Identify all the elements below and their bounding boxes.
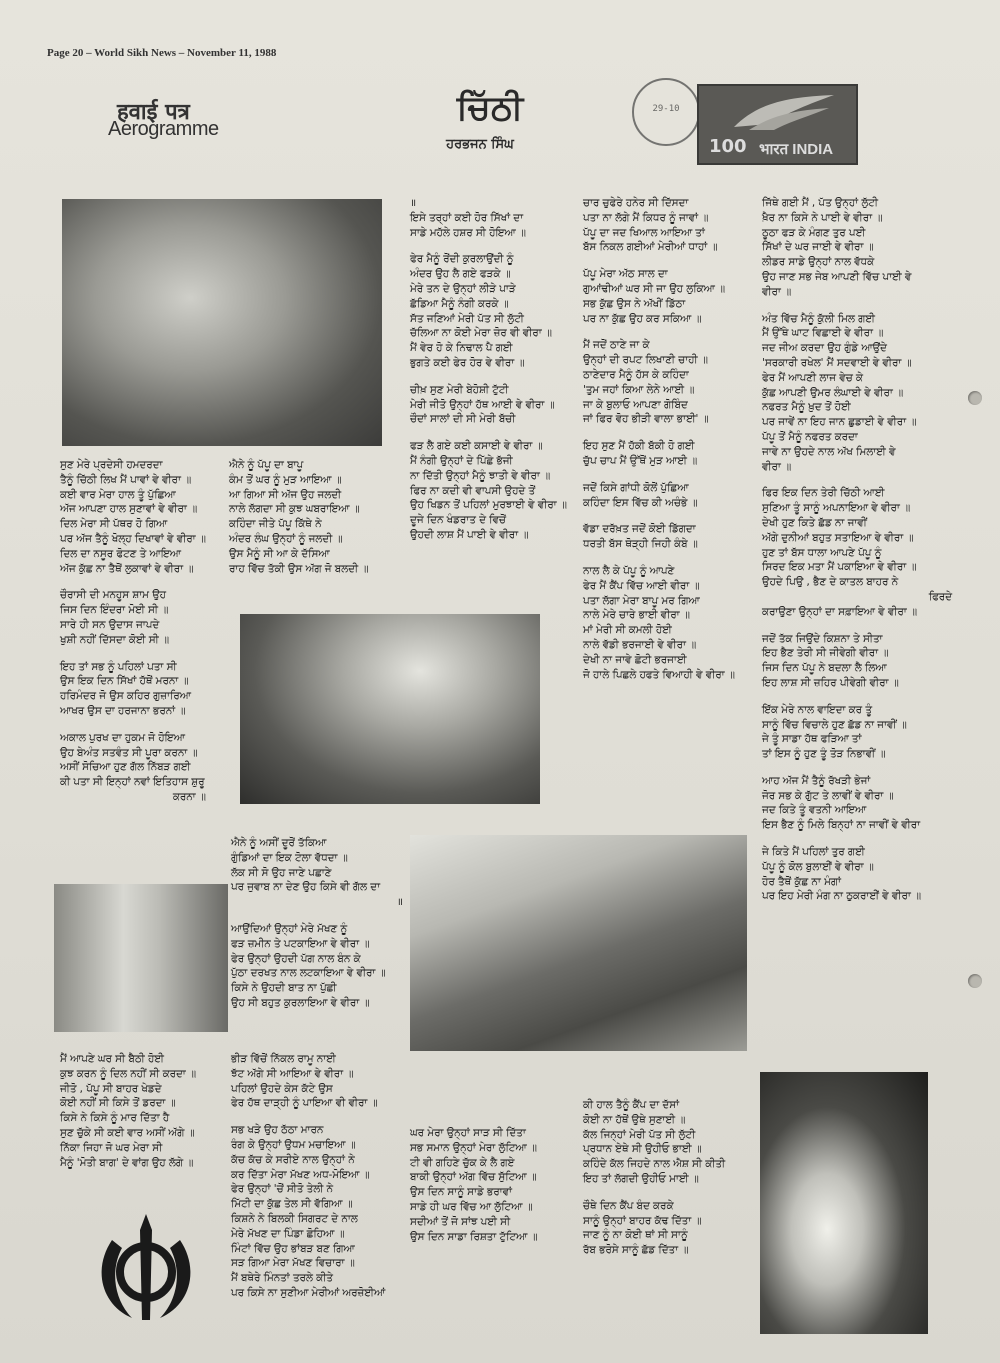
poem-line: ਲੀਡਰ ਸਾਡੇ ਉਨ੍ਹਾਂ ਨਾਲ ਵੱਧਕੇ: [762, 256, 875, 269]
poem-column-mid-upper: [410, 196, 567, 555]
poem-line: ਇਸੇ ਤਰ੍ਹਾਂ ਕਈ ਹੋਰ ਸਿੱਖਾਂ ਦਾ: [410, 211, 524, 224]
poem-stanza: [583, 1199, 725, 1258]
poem-line: ਇਹ ਤਾਂ ਸਭ ਨੂੰ ਪਹਿਲਾਂ ਪਤਾ ਸੀ: [60, 660, 177, 673]
poem-line: ਮਿੰਟਾਂ ਵਿੱਚ ਉਹ ਭਾਂਬੜ ਬਣ ਗਿਆ: [231, 1242, 355, 1255]
poem-line: ਉਹਦੀ ਲਾਸ਼ ਮੈਂ ਪਾਈ ਵੇ ਵੀਰਾ ॥: [410, 528, 529, 541]
poem-line: ਕਹਿੰਦਾ ਇਸ ਵਿੱਚ ਕੀ ਅਚੰਭੇ ॥: [583, 496, 698, 509]
poem-line: ਫੇਰ ਮੈਂ ਆਪਣੀ ਲਾਜ ਵੇਚ ਕੇ: [762, 371, 863, 384]
poem-line: ਮੈਂ ਆਪਣੇ ਘਰ ਸੀ ਬੈਠੀ ਹੋਈ: [60, 1053, 164, 1065]
binder-hole: [968, 974, 982, 988]
poem-line: ਕੱਚ ਕੱਚ ਕੇ ਸਰੀਏ ਨਾਲ ਉਨ੍ਹਾਂ ਨੇ: [231, 1153, 355, 1166]
poem-line: ਆਹ ਅੱਜ ਮੈਂ ਤੈਨੂੰ ਰੱਖੜੀ ਭੇਜਾਂ: [762, 774, 871, 787]
poem-line: ਇਹ ਭੈਣ ਤੇਰੀ ਸੀ ਜੀਵੇਗੀ ਵੀਰਾ ॥: [762, 647, 889, 660]
poem-line: ਠੂਠਾ ਫੜ ਕੇ ਮੰਗਣ ਤੁਰ ਪਈ: [762, 226, 866, 239]
poem-line: ਜੋਰ ਸਭ ਕੇ ਗੁੱਟ ਤੇ ਲਾਵੀਂ ਵੇ ਵੀਰਾ ॥: [762, 789, 894, 802]
postage-stamp: [697, 84, 858, 165]
poem-line: ਸਾਨੂੰ ਵਿੱਚ ਵਿਚਾਲੇ ਹੁਣ ਛੱਡ ਨਾ ਜਾਵੀਂ ॥: [762, 718, 907, 731]
poem-line: ਅੱਜ ਕੁੱਛ ਨਾ ਤੈਥੋਂ ਲੁਕਾਵਾਂ ਵੇ ਵੀਰਾ ॥: [60, 562, 194, 575]
poem-line: ਨਾਲ ਲੈ ਕੇ ਪੱਪੂ ਨੂੰ ਆਪਣੇ: [583, 564, 675, 577]
poem-line: ਨਫਰਤ ਮੈਨੂੰ ਖ਼ੁਦ ਤੋਂ ਹੋਈ: [762, 401, 851, 414]
poem-stanza: [762, 703, 952, 762]
poem-line: ਜੇ ਤੂੰ ਸਾਡਾ ਹੱਥ ਫੜਿਆ ਤਾਂ: [762, 733, 862, 746]
poem-line: ਤੈਨੂੰ ਚਿੱਠੀ ਲਿਖ ਮੈਂ ਪਾਵਾਂ ਵੇ ਵੀਰਾ ॥: [60, 473, 192, 486]
poem-line: ਪੱਪੂ ਮੇਰਾ ਅੱਠ ਸਾਲ ਦਾ: [583, 268, 668, 281]
poem-stanza: [583, 439, 735, 469]
dove-wings-icon: [729, 92, 839, 132]
poem-line: ਅੱਜ ਆਪਣਾ ਹਾਲ ਸੁਣਾਵਾਂ ਵੇ ਵੀਰਾ ॥: [60, 503, 198, 516]
poem-line: ਜਿਸ ਦਿਨ ਪੱਪੂ ਨੇ ਬਦਲਾ ਲੈ ਲਿਆ: [762, 662, 887, 675]
poem-line: ਭੀੜ ਵਿੱਚੋਂ ਨਿੱਕਲ ਰਾਮੂ ਨਾਈ: [231, 1053, 336, 1065]
poem-line: ਛੱਡਿਆ ਮੈਨੂੰ ਨੰਗੀ ਕਰਕੇ ॥: [410, 297, 509, 310]
poem-line: ਚੁੱਪ ਚਾਪ ਮੈਂ ਉੱਥੋਂ ਮੁੜ ਆਈ ॥: [583, 454, 698, 467]
poem-line: ਭੁਗਤੇ ਕਈ ਫੇਰ ਹੋਰ ਵੇ ਵੀਰਾ ॥: [410, 356, 525, 369]
poem-line: ਆਖਰ ਉਸ ਦਾ ਹਰਜਾਨਾ ਭਰਨਾਂ ॥: [60, 704, 186, 717]
poem-line: ॥: [410, 197, 417, 209]
poem-stanza: [231, 922, 403, 1011]
poem-line: ਪੱਪੂ ਤੋਂ ਮੈਨੂੰ ਨਫਰਤ ਕਰਦਾ: [762, 430, 858, 443]
poem-line: ਕੋਈ ਨਾ ਹੱਥੋਂ ਉਥੇ ਸੁਣਾਈ ॥: [583, 1113, 686, 1126]
poem-line: ਕਹਿੰਦਾ ਜੀਤੇ ਪੱਪੂ ਕਿੱਥੇ ਨੇ: [229, 518, 322, 531]
poem-line: ਸੁਣ ਮੇਰੇ ਪ੍ਰਦੇਸੀ ਹਮਦਰਦਾ: [60, 459, 163, 471]
poem-line: ਇਹ ਸੁਣ ਮੈਂ ਹੱਕੀ ਬੱਕੀ ਹੋ ਗਈ: [583, 440, 695, 453]
photo-crying-woman: [62, 199, 382, 446]
poem-stanza: [583, 196, 735, 255]
poem-stanza: [60, 458, 206, 576]
poem-column-bottom-3: [410, 1126, 537, 1256]
poem-line: ਗੁੰਡਿਆਂ ਦਾ ਇਕ ਟੋਲਾ ਵੱਧਦਾ ॥: [231, 851, 348, 864]
poem-line: ਜਿਸ ਦਿਨ ਇੰਦਰਾ ਮੋਈ ਸੀ ॥: [60, 604, 169, 617]
photo-burning-vehicle: [240, 614, 540, 804]
poem-line: ਫੇਰ ਮੈਨੂੰ ਰੋਂਦੀ ਕੁਰਲਾਉਂਦੀ ਨੂੰ: [410, 253, 514, 266]
poem-line: ਉਹ ਬੇਅੰਤ ਸਤਵੰਤ ਸੀ ਪੂਰਾ ਕਰਨਾ ॥: [60, 746, 198, 759]
poem-line: ਮੈਂ ਜਦੋਂ ਠਾਣੇ ਜਾ ਕੇ: [583, 339, 650, 352]
poem-stanza: [410, 252, 567, 370]
poem-stanza: [410, 439, 567, 543]
poem-line: ਕਹਿੰਦੇ ਕੱਲ ਜਿਹਦੇ ਨਾਲ ਐਸ਼ ਸੀ ਕੀਤੀ: [583, 1158, 726, 1171]
poem-line: ਝੱਟ ਅੱਗੇ ਸੀ ਆਇਆ ਵੇ ਵੀਰਾ ॥: [231, 1067, 354, 1080]
poem-column-bottom-left: [60, 1052, 196, 1182]
poem-line: ਉਸ ਦਿਨ ਸਾਨੂੰ ਸਾਡੇ ਭਰਾਵਾਂ: [410, 1186, 512, 1199]
poem-column-left-upper: [60, 458, 206, 817]
poem-line: ਘਰ ਮੇਰਾ ਉਨ੍ਹਾਂ ਸਾੜ ਸੀ ਦਿੱਤਾ: [410, 1127, 526, 1139]
poem-line: ਬੱਸ ਨਿਕਲ ਗਈਆਂ ਮੇਰੀਆਂ ਧਾਹਾਂ ॥: [583, 241, 718, 254]
poem-line: ਮੇਰੇ ਤਨ ਦੇ ਉਨ੍ਹਾਂ ਲੀੜੇ ਪਾੜੇ: [410, 282, 516, 295]
poem-line: ਫੜ ਲੈ ਗਏ ਕਈ ਕਸਾਈ ਵੇ ਵੀਰਾ ॥: [410, 440, 543, 453]
poem-line: ਕੀ ਪਤਾ ਸੀ ਇਨ੍ਹਾਂ ਨਵਾਂ ਇਤਿਹਾਸ ਸ਼ੁਰੂ: [60, 776, 205, 789]
stamp-country: भारत INDIA: [759, 141, 834, 158]
poem-line: ਪਰ ਜੁਵਾਬ ਨਾ ਦੇਣ ਉਹ ਕਿਸੇ ਵੀ ਗੱਲ ਦਾ: [231, 881, 381, 894]
poem-stanza: [762, 312, 952, 475]
poem-line: ਚਾਰ ਚੁਫੇਰੇ ਹਨੇਰ ਸੀ ਦਿੱਸਦਾ: [583, 197, 689, 209]
poem-column-bottom-4: [583, 1098, 725, 1270]
postmark: [632, 78, 700, 146]
poem-line: ਪਰ ਜਾਵੇਂ ਨਾ ਇਹ ਜਾਨ ਛੁਡਾਈ ਵੇ ਵੀਰਾ ॥: [762, 416, 917, 429]
poem-line: ਟੀ ਵੀ ਗਹਿਣੇ ਚੁੱਕ ਕੇ ਲੈ ਗਏ: [410, 1156, 515, 1169]
poem-line: ਉਹ ਸੀ ਬਹੁਤ ਕੁਰਲਾਇਆ ਵੇ ਵੀਰਾ ॥: [231, 996, 370, 1009]
poem-line: ਫੜ ਜ਼ਮੀਨ ਤੇ ਪਟਕਾਇਆ ਵੇ ਵੀਰਾ ॥: [231, 937, 370, 950]
poem-line: ਪਰ ਇਹ ਮੇਰੀ ਮੰਗ ਨਾ ਠੁਕਰਾਈਂ ਵੇ ਵੀਰਾ ॥: [762, 890, 921, 903]
poem-line: ਜਾਵੇ ਨਾ ਉਹਦੇ ਨਾਲ ਅੱਖ ਮਿਲਾਈ ਵੇ: [762, 445, 896, 458]
poem-author: ਹਰਭਜਨ ਸਿੰਘ: [446, 137, 514, 152]
poem-line: ਫਿਰ ਇਕ ਦਿਨ ਤੇਰੀ ਚਿੱਠੀ ਆਈ: [762, 487, 885, 500]
poem-line: ਬਾਕੀ ਉਨ੍ਹਾਂ ਅੱਗ ਵਿੱਚ ਸੁੱਟਿਆ ॥: [410, 1171, 537, 1184]
binder-hole: [968, 391, 982, 405]
poem-line: ਜਿੱਥੇ ਗਈ ਮੈਂ , ਪੱਤ ਉਨ੍ਹਾਂ ਲੁੱਟੀ: [762, 197, 878, 209]
poem-title: ਚਿੱਠੀ: [456, 88, 524, 128]
poem-line: ਉਹ ਖਿਡਨ ਤੋਂ ਪਹਿਲਾਂ ਮੁਰਝਾਈ ਵੇ ਵੀਰਾ ॥: [410, 499, 567, 512]
poem-line: ਚੱਲਿਆ ਨਾ ਕੋਈ ਮੇਰਾ ਜ਼ੋਰ ਵੀ ਵੀਰਾ ॥: [410, 327, 552, 340]
poem-line: ਦਿਲ ਮੇਰਾ ਸੀ ਪੱਥਰ ਹੋ ਗਿਆ: [60, 518, 168, 531]
poem-line: ਚੌਥੇ ਦਿਨ ਕੈਂਪ ਬੰਦ ਕਰਕੇ: [583, 1199, 674, 1212]
poem-line: ਕੋਈ ਨਹੀਂ ਸੀ ਕਿਸੇ ਤੋਂ ਡਰਦਾ ॥: [60, 1097, 176, 1110]
poem-line: ਪਰ ਅੱਜ ਤੈਨੂੰ ਖੋਲ੍ਹ ਦਿਖਾਵਾਂ ਵੇ ਵੀਰਾ ॥: [60, 532, 206, 545]
poem-line: ਜੇ ਕਿਤੇ ਮੈਂ ਪਹਿਲਾਂ ਤੁਰ ਗਈ: [762, 846, 865, 859]
poem-line: ਕੱਲ ਜਿਨ੍ਹਾਂ ਮੇਰੀ ਪੱਤ ਸੀ ਲੁੱਟੀ: [583, 1128, 696, 1141]
poem-column-left-mid: [229, 458, 368, 588]
poem-line: ਮੈਂ ਨੰਗੀ ਉਨ੍ਹਾਂ ਦੇ ਪਿੱਛੇ ਭੱਜੀ: [410, 454, 513, 467]
poem-stanza: [410, 196, 567, 240]
poem-line: ਕਿਸੇ ਨੇ ਕਿਸੇ ਨੂੰ ਮਾਰ ਦਿੱਤਾ ਹੈ: [60, 1112, 170, 1125]
poem-line: ਨਾ ਦਿੱਤੀ ਉਨ੍ਹਾਂ ਮੈਨੂੰ ਝਾਤੀ ਵੇ ਵੀਰਾ ॥: [410, 469, 551, 482]
poem-line: ਸਾਨੂੰ ਉਨ੍ਹਾਂ ਬਾਹਰ ਕੱਢ ਦਿੱਤਾ ॥: [583, 1214, 702, 1227]
poem-line: ਕੁਝ ਕਰਨ ਨੂੰ ਦਿਲ ਨਹੀਂ ਸੀ ਕਰਦਾ ॥: [60, 1067, 196, 1080]
poem-line: ਸੜ ਗਿਆ ਮੇਰਾ ਮੱਖਣ ਵਿਚਾਰਾ ॥: [231, 1257, 355, 1270]
poem-line: ਪ੍ਰਧਾਨ ਏਥੇ ਸੀ ਉਹੀਓ ਭਾਈ ॥: [583, 1143, 702, 1156]
poem-line: ਦਿਲ ਦਾ ਨਸੂਰ ਫੋਟਣ ਤੇ ਆਇਆ: [60, 547, 181, 560]
poem-line: ਦੇਖੀ ਨਾ ਜਾਵੇ ਛੋਟੀ ਭਰਜਾਈ: [583, 653, 687, 666]
poem-line: ਸੁਣਿਆ ਤੂੰ ਸਾਨੂੰ ਅਪਨਾਇਆ ਵੇ ਵੀਰਾ ॥: [762, 502, 911, 515]
poem-line: ਕਿਸ਼ਨੇ ਨੇ ਬਿਲਕੀ ਸਿਗਰਟ ਦੇ ਨਾਲ: [231, 1212, 358, 1225]
khanda-icon: [92, 1210, 200, 1325]
poem-column-mid-center: [231, 836, 403, 1023]
poem-line: ਸਭ ਕੁੱਛ ਉਸ ਨੇ ਅੱਖੀਂ ਡਿੱਠਾ: [583, 297, 686, 310]
poem-stanza: [762, 486, 952, 619]
poem-stanza: [583, 481, 735, 511]
poem-line: ਇਹ ਲਾਸ਼ ਸੀ ਜ਼ਹਿਰ ਪੀਵੇਗੀ ਵੀਰਾ ॥: [762, 676, 899, 689]
poem-stanza: [583, 267, 735, 326]
poem-line: ਤਾਂ ਇਸ ਨੂੰ ਹੁਣ ਤੂੰ ਤੋੜ ਨਿਭਾਵੀਂ ॥: [762, 748, 886, 761]
poem-line: ਜਾਂ ਫਿਰ ਵੋਹ ਭੀੜੀ ਵਾਲਾ ਭਾਈ' ॥: [583, 413, 709, 426]
poem-line: ਫੇਰ ਹੱਥ ਦਾੜ੍ਹੀ ਨੂੰ ਪਾਇਆ ਵੀ ਵੀਰਾ ॥: [231, 1097, 378, 1110]
poem-column-bottom-mid: [231, 1052, 385, 1313]
poem-line: ਅਸੀਂ ਸੋਚਿਆ ਹੁਣ ਗੱਲ ਨਿੱਬੜ ਗਈ: [60, 761, 191, 774]
photo-burning-letter: [760, 1072, 928, 1334]
poem-line: ਅਕਾਲ ਪੁਰਖ ਦਾ ਹੁਕਮ ਜੋ ਹੋਇਆ: [60, 731, 185, 744]
poem-stanza: [410, 1126, 537, 1244]
poem-line: ਉਹ ਜਾਣ ਸਭ ਜੇਬ ਆਪਣੀ ਵਿੱਚ ਪਾਈ ਵੇ: [762, 270, 912, 283]
poem-line: ਸਿੱਖਾਂ ਦੇ ਘਰ ਜਾਈ ਵੇ ਵੀਰਾ ॥: [762, 241, 874, 254]
poem-line: ਪੱਪੂ ਦਾ ਜਦ ਖਿਆਲ ਆਇਆ ਤਾਂ: [583, 226, 705, 239]
poem-line: ਲੱਕ ਸੀ ਸੋ ਉਹ ਜਾਣੇ ਪਛਾਣੇ: [231, 866, 332, 879]
postmark-date: 29-10: [652, 104, 680, 114]
poem-line: ਨਾਲੇ ਲੱਗਦਾ ਸੀ ਕੁਝ ਘਬਰਾਇਆ ॥: [229, 503, 360, 516]
poem-line: ਕੁੱਛ ਆਪਣੀ ਉਮਰ ਲੰਘਾਈ ਵੇ ਵੀਰਾ ॥: [762, 386, 904, 399]
poem-stanza: [231, 836, 403, 910]
poem-line: ਚੌਰਾਸੀ ਦੀ ਮਨਹੂਸ ਸ਼ਾਮ ਉਹ: [60, 589, 166, 602]
poem-line: ਚੀਖ਼ ਸੁਣ ਮੇਰੀ ਬੇਹੋਸ਼ੀ ਟੁੱਟੀ: [410, 383, 509, 396]
poem-line: ਸਦੀਆਂ ਤੋਂ ਜੋ ਸਾਂਝ ਪਈ ਸੀ: [410, 1215, 511, 1228]
poem-stanza: [762, 774, 952, 833]
poem-line: ਉਹਦੇ ਪਿਉ , ਭੈਣ ਦੇ ਕਾਤਲ ਬਾਹਰ ਨੇ: [762, 576, 899, 589]
poem-stanza: [231, 1123, 385, 1301]
poem-line: ਮੇਰੇ ਮੱਖਣ ਦਾ ਪਿੰਡਾ ਛੋਹਿਆ ॥: [231, 1227, 345, 1240]
poem-line: ਵੀਰਾ ॥: [762, 285, 792, 298]
poem-line: ਵੀਰਾ ॥: [762, 460, 792, 473]
poem-line: ਅੰਤ ਵਿੱਚ ਮੈਨੂੰ ਕੁੱਲੀ ਮਿਲ ਗਈ: [762, 312, 875, 325]
poem-line: ਨਿੱਕਾ ਜਿਹਾ ਜੋ ਘਰ ਮੇਰਾ ਸੀ: [60, 1141, 163, 1154]
poem-line: ਮੈਂ ਉੱਥੇ ਘਾਟ ਵਿਛਾਈ ਵੇ ਵੀਰਾ ॥: [762, 327, 884, 340]
poem-line: ਸਿਰਦ ਇਕ ਮਤਾ ਮੈਂ ਪਕਾਇਆ ਵੇ ਵੀਰਾ ॥: [762, 561, 917, 574]
poem-line: ਕਈ ਵਾਰ ਮੇਰਾ ਹਾਲ ਤੂੰ ਪੁੱਛਿਆ: [60, 488, 176, 501]
poem-line: ਉਸ ਇਕ ਦਿਨ ਸਿੱਖਾਂ ਹੱਥੋਂ ਮਰਨਾ ॥: [60, 675, 189, 688]
poem-line: ਇਹ ਤਾਂ ਲੱਗਦੀ ਉਹੀਓ ਮਾਈ ॥: [583, 1172, 699, 1185]
aerogramme-hindi-label: हवाई पत्र: [117, 100, 190, 125]
poem-line: ਮੈਂ ਵੇਰ ਹੋ ਕੇ ਨਿਢਾਲ ਪੈ ਗਈ: [410, 342, 513, 355]
poem-line: ਵੱਡਾ ਦਰੱਖ਼ਤ ਜਦੋਂ ਕੋਈ ਡਿੱਗਦਾ: [583, 523, 696, 536]
poem-line: ਸਾਰੇ ਹੀ ਸਨ ਉਦਾਸ ਜਾਪਦੇ: [60, 618, 160, 631]
poem-line: ਸਾਡੇ ਮਹੱਲੇ ਹਸ਼ਰ ਸੀ ਹੋਇਆ ॥: [410, 226, 526, 239]
poem-column-3: [583, 196, 735, 694]
poem-line: ਕਿਸੇ ਨੇ ਉਹਦੀ ਬਾਤ ਨਾ ਪੁੱਛੀ: [231, 982, 337, 995]
poem-stanza: [583, 338, 735, 427]
poem-line: ਅੰਦਰ ਉਹ ਲੈ ਗਏ ਫੜਕੇ ॥: [410, 268, 511, 281]
poem-line: ਰੱਬ ਭਰੋਸੇ ਸਾਨੂੰ ਛੱਡ ਦਿੱਤਾ ॥: [583, 1244, 689, 1257]
poem-stanza: [762, 196, 952, 300]
poem-line: ਮੈਂ ਬਥੇਰੇ ਮਿੰਨਤਾਂ ਤਰਲੇ ਕੀਤੇ: [231, 1272, 333, 1285]
poem-line: ਪਰ ਕਿਸੇ ਨਾ ਸੁਣੀਆ ਮੇਰੀਆਂ ਅਰਜ਼ੋਈਆਂ: [231, 1286, 386, 1299]
poem-stanza: [60, 660, 206, 719]
poem-line: ਫੇਰ ਉਨ੍ਹਾਂ 'ਚੋਂ ਸੀਤੋ ਤੇਲੀ ਨੇ: [231, 1183, 333, 1196]
poem-line: ਕੰਮ ਤੋਂ ਘਰ ਨੂੰ ਮੁੜ ਆਇਆ ॥: [229, 473, 342, 486]
poem-line: ਜਦੋਂ ਕਿਸੇ ਗਾਂਧੀ ਕੋਲੋਂ ਪੁੱਛਿਆ: [583, 481, 689, 494]
poem-line: ਧਰਤੀ ਬੱਸ ਥੋੜ੍ਹੀ ਜਿਹੀ ਕੰਬੇ ॥: [583, 538, 698, 551]
poem-line: ਐਨੇ ਨੂੰ ਅਸੀਂ ਦੂਰੋਂ ਤੱਕਿਆ: [231, 837, 327, 849]
poem-line: ਪਤਾ ਲੱਗਾ ਮੇਰਾ ਬਾਪੂ ਮਰ ਗਿਆ: [583, 594, 700, 607]
poem-line: ॥: [396, 896, 403, 909]
poem-stanza: [60, 1052, 196, 1170]
poem-stanza: [229, 458, 368, 576]
poem-line: ਪੱਪੂ ਨੂੰ ਕੋਲ ਬੁਲਾਈਂ ਵੇ ਵੀਰਾ ॥: [762, 860, 874, 873]
poem-line: ਮਿੱਟੀ ਦਾ ਕੁੱਛ ਤੇਲ ਸੀ ਵੱਗਿਆ ॥: [231, 1198, 353, 1211]
poem-line: ਰਾਹ ਵਿੱਚ ਤੱਕੀ ਉਸ ਅੱਗ ਜੋ ਬਲਦੀ ॥: [229, 562, 369, 575]
poem-line: ਨਾਲੇ ਮੇਰੇ ਚਾਰੇ ਭਾਈ ਵੀਰਾ ॥: [583, 609, 690, 622]
poem-line: ਠਾਣੇਦਾਰ ਮੈਨੂੰ ਹੱਸ ਕੇ ਕਹਿੰਦਾ: [583, 368, 689, 381]
poem-line: ਪੁੱਠਾ ਦਰਖਤ ਨਾਲ ਲਟਕਾਇਆ ਵੇ ਵੀਰਾ ॥: [231, 967, 386, 980]
poem-line: ਜਦ ਜੀਅ ਕਰਦਾ ਉਹ ਗੁੰਡੇ ਆਉਂਦੇ: [762, 342, 887, 355]
poem-line: ਆ ਗਿਆ ਸੀ ਅੱਜ ਉਹ ਜਲਦੀ: [229, 488, 342, 501]
poem-line: ਦੂਜੇ ਦਿਨ ਖੰਡਰਾਤ ਦੇ ਵਿਚੋਂ: [410, 514, 506, 527]
illustration-street-attack: [54, 884, 228, 1032]
aerogramme-label: Aerogramme: [108, 118, 219, 140]
poem-line: ਨਾਲੇ ਵੱਡੀ ਭਰਜਾਈ ਵੇ ਵੀਰਾ ॥: [583, 638, 697, 651]
poem-line: 'ਸਰਕਾਰੀ ਰਖੇਲ' ਮੈਂ ਸਦਵਾਈ ਵੇ ਵੀਰਾ ॥: [762, 356, 912, 369]
poem-line: ਆਉਂਦਿਆਂ ਉਨ੍ਹਾਂ ਮੇਰੇ ਮੱਖਣ ਨੂੰ: [231, 922, 348, 935]
poem-line: ਪਰ ਨਾ ਕੁੱਛ ਉਹ ਕਰ ਸਕਿਆ ॥: [583, 312, 702, 325]
poem-line: ਅੰਦਰ ਲੰਘ ਉਨ੍ਹਾਂ ਨੂੰ ਜਲਦੀ ॥: [229, 532, 343, 545]
poem-stanza: [583, 1098, 725, 1187]
poem-stanza: [231, 1052, 385, 1111]
poem-line: ਫੇਰ ਉਨ੍ਹਾਂ ਉਹਦੀ ਪੱਗ ਨਾਲ ਬੰਨ ਕੇ: [231, 952, 361, 965]
poem-line: ਕਰਨਾ ॥: [172, 790, 206, 803]
poem-line: ਮੈਨੂੰ 'ਮੋਤੀ ਬਾਗ' ਦੇ ਵਾਂਗ ਉਹ ਲੱਗੇ ॥: [60, 1156, 194, 1169]
poem-line: ਹਰਿਮੰਦਰ ਜੋ ਉਸ ਕਹਿਰ ਗੁਜ਼ਾਰਿਆ: [60, 690, 191, 703]
poem-line: ਪਤਾ ਨਾ ਲੱਗੇ ਮੈਂ ਕਿਧਰ ਨੂੰ ਜਾਵਾਂ ॥: [583, 211, 709, 224]
poem-line: ਮਾਂ ਮੇਰੀ ਸੀ ਕਮਲੀ ਹੋਈ: [583, 624, 672, 637]
poem-column-4: [762, 196, 952, 916]
poem-line: ਹੁਣ ਤਾਂ ਬੱਸ ਧਾਲਾ ਆਪਣੇ ਪੱਪੂ ਨੂੰ: [762, 546, 882, 559]
poem-stanza: [762, 632, 952, 691]
poem-line: ਫੇਰ ਮੈਂ ਕੈਂਪ ਵਿੱਚ ਆਈ ਵੀਰਾ ॥: [583, 579, 700, 592]
poem-line: ਹੋਰ ਤੈਥੋਂ ਕੁੱਛ ਨਾ ਮੰਗਾਂ: [762, 875, 841, 888]
poem-line: ਰੰਗ ਕੇ ਉਨ੍ਹਾਂ ਉਧਮ ਮਚਾਇਆ ॥: [231, 1138, 356, 1151]
poem-stanza: [60, 588, 206, 647]
poem-line: ਫਿਰ ਨਾ ਕਦੀ ਵੀ ਵਾਪਸੀ ਉਹਦੇ ਤੋਂ: [410, 484, 536, 497]
poem-line: 'ਤੁਮ ਜਹਾਂ ਕਿਆ ਲੇਨੇ ਆਈ ॥: [583, 383, 695, 396]
poem-line: ਖੁਸ਼ੀ ਨਹੀਂ ਦਿੱਸਦਾ ਕੋਈ ਸੀ ॥: [60, 633, 169, 646]
poem-line: ਸਾਡੇ ਹੀ ਘਰ ਵਿੱਚ ਆ ਲੁੱਟਿਆ ॥: [410, 1200, 533, 1213]
poem-line: ਸਭ ਸਮਾਨ ਉਨ੍ਹਾਂ ਮੇਰਾ ਲੁੱਟਿਆ ॥: [410, 1141, 537, 1154]
poem-line: ਐਨੇ ਨੂੰ ਪੱਪੂ ਦਾ ਬਾਪੂ: [229, 459, 304, 471]
poem-line: ਜੀਤੋ , ਪੱਪੂ ਸੀ ਬਾਹਰ ਖੇਡਦੇ: [60, 1082, 162, 1095]
poem-stanza: [60, 731, 206, 805]
poem-line: ਅੱਗੇ ਦੁਨੀਆਂ ਬਹੁਤ ਸਤਾਇਆ ਵੇ ਵੀਰਾ ॥: [762, 531, 914, 544]
poem-line: ਉਨ੍ਹਾਂ ਦੀ ਰਪਟ ਲਿਖਾਣੀ ਚਾਹੀ ॥: [583, 354, 708, 367]
poem-line: ਕੀ ਹਾਲ ਤੈਨੂੰ ਕੈਂਪ ਦਾ ਦੱਸਾਂ: [583, 1099, 680, 1111]
photo-train-attack: [410, 835, 747, 1051]
poem-line: ਦੇਖੀ ਹੁਣ ਕਿਤੇ ਛੱਡ ਨਾ ਜਾਵੀਂ: [762, 516, 867, 529]
poem-line: ਸੱਤ ਜਣਿਆਂ ਮੇਰੀ ਪੱਤ ਸੀ ਲੁੱਟੀ: [410, 312, 524, 325]
poem-line: ਜਦੋਂ ਤੱਕ ਜਿਉਂਦੇ ਕਿਸ਼ਨਾ ਤੇ ਸੀਤਾ: [762, 632, 883, 645]
poem-line: ਖ਼ੈਰ ਨਾ ਕਿਸੇ ਨੇ ਪਾਈ ਵੇ ਵੀਰਾ ॥: [762, 211, 883, 224]
poem-line: ਇਸ ਭੈਣ ਨੂੰ ਮਿਲੇ ਬਿਨ੍ਹਾਂ ਨਾ ਜਾਵੀਂ ਵੇ ਵੀਰਾ: [762, 819, 921, 832]
poem-line: ਜਦ ਕਿਤੇ ਤੂੰ ਵਤਨੀ ਆਇਆ: [762, 804, 867, 817]
poem-line: ਉਸ ਦਿਨ ਸਾਡਾ ਰਿਸ਼ਤਾ ਟੁੱਟਿਆ ॥: [410, 1230, 538, 1243]
poem-stanza: [762, 845, 952, 904]
poem-stanza: [410, 383, 567, 427]
poem-line: ਫਿਰਦੇ: [928, 590, 952, 603]
poem-line: ਚੌਦਾਂ ਸਾਲਾਂ ਦੀ ਸੀ ਮੇਰੀ ਬੱਚੀ: [410, 413, 516, 426]
poem-line: ਜਾ ਕੇ ਬੁਲਾਓ ਆਪਣਾ ਗੋਬਿੰਦ: [583, 398, 688, 411]
poem-line: ਮੇਰੀ ਜੀਤੋ ਉਨ੍ਹਾਂ ਹੱਥ ਆਈ ਵੇ ਵੀਰਾ ॥: [410, 398, 555, 411]
stamp-value: 100: [709, 136, 747, 157]
poem-line: ਕਰ ਦਿੱਤਾ ਮੇਰਾ ਮੱਖਣ ਅਧ-ਮੋਇਆ ॥: [231, 1168, 370, 1181]
poem-line: ਸੁਣ ਚੁੱਕੇ ਸੀ ਕਈ ਵਾਰ ਅਸੀਂ ਅੱਗੇ ॥: [60, 1126, 195, 1139]
poem-stanza: [583, 522, 735, 552]
poem-stanza: [583, 564, 735, 682]
poem-line: ਪਹਿਲਾਂ ਉਹਦੇ ਕੇਸ ਕੱਟੇ ਉਸ: [231, 1082, 333, 1095]
poem-line: ਗੁਆਂਢੀਆਂ ਘਰ ਸੀ ਜਾ ਉਹ ਲੁਕਿਆ ॥: [583, 282, 725, 295]
poem-line: ਉਸ ਮੈਨੂੰ ਸੀ ਆ ਕੇ ਦੱਸਿਆ: [229, 547, 330, 560]
poem-line: ਜਾਣ ਨੂੰ ਨਾ ਕੋਈ ਥਾਂ ਸੀ ਸਾਨੂੰ: [583, 1229, 688, 1242]
poem-line: ਇੱਕ ਮੇਰੇ ਨਾਲ ਵਾਇਦਾ ਕਰ ਤੂੰ: [762, 703, 872, 716]
page-header: Page 20 – World Sikh News – November 11, 1988: [47, 47, 277, 59]
poem-line: ਕਰਾਉਣਾ ਉਨ੍ਹਾਂ ਦਾ ਸਫ਼ਾਇਆ ਵੇ ਵੀਰਾ ॥: [762, 605, 917, 618]
poem-line: ਸਭ ਖੜੇ ਉਹ ਠੱਠਾ ਮਾਰਨ: [231, 1124, 324, 1137]
poem-line: ਜੋ ਹਾਲੇ ਪਿਛਲੇ ਹਫਤੇ ਵਿਆਹੀ ਵੇ ਵੀਰਾ ॥: [583, 668, 735, 681]
